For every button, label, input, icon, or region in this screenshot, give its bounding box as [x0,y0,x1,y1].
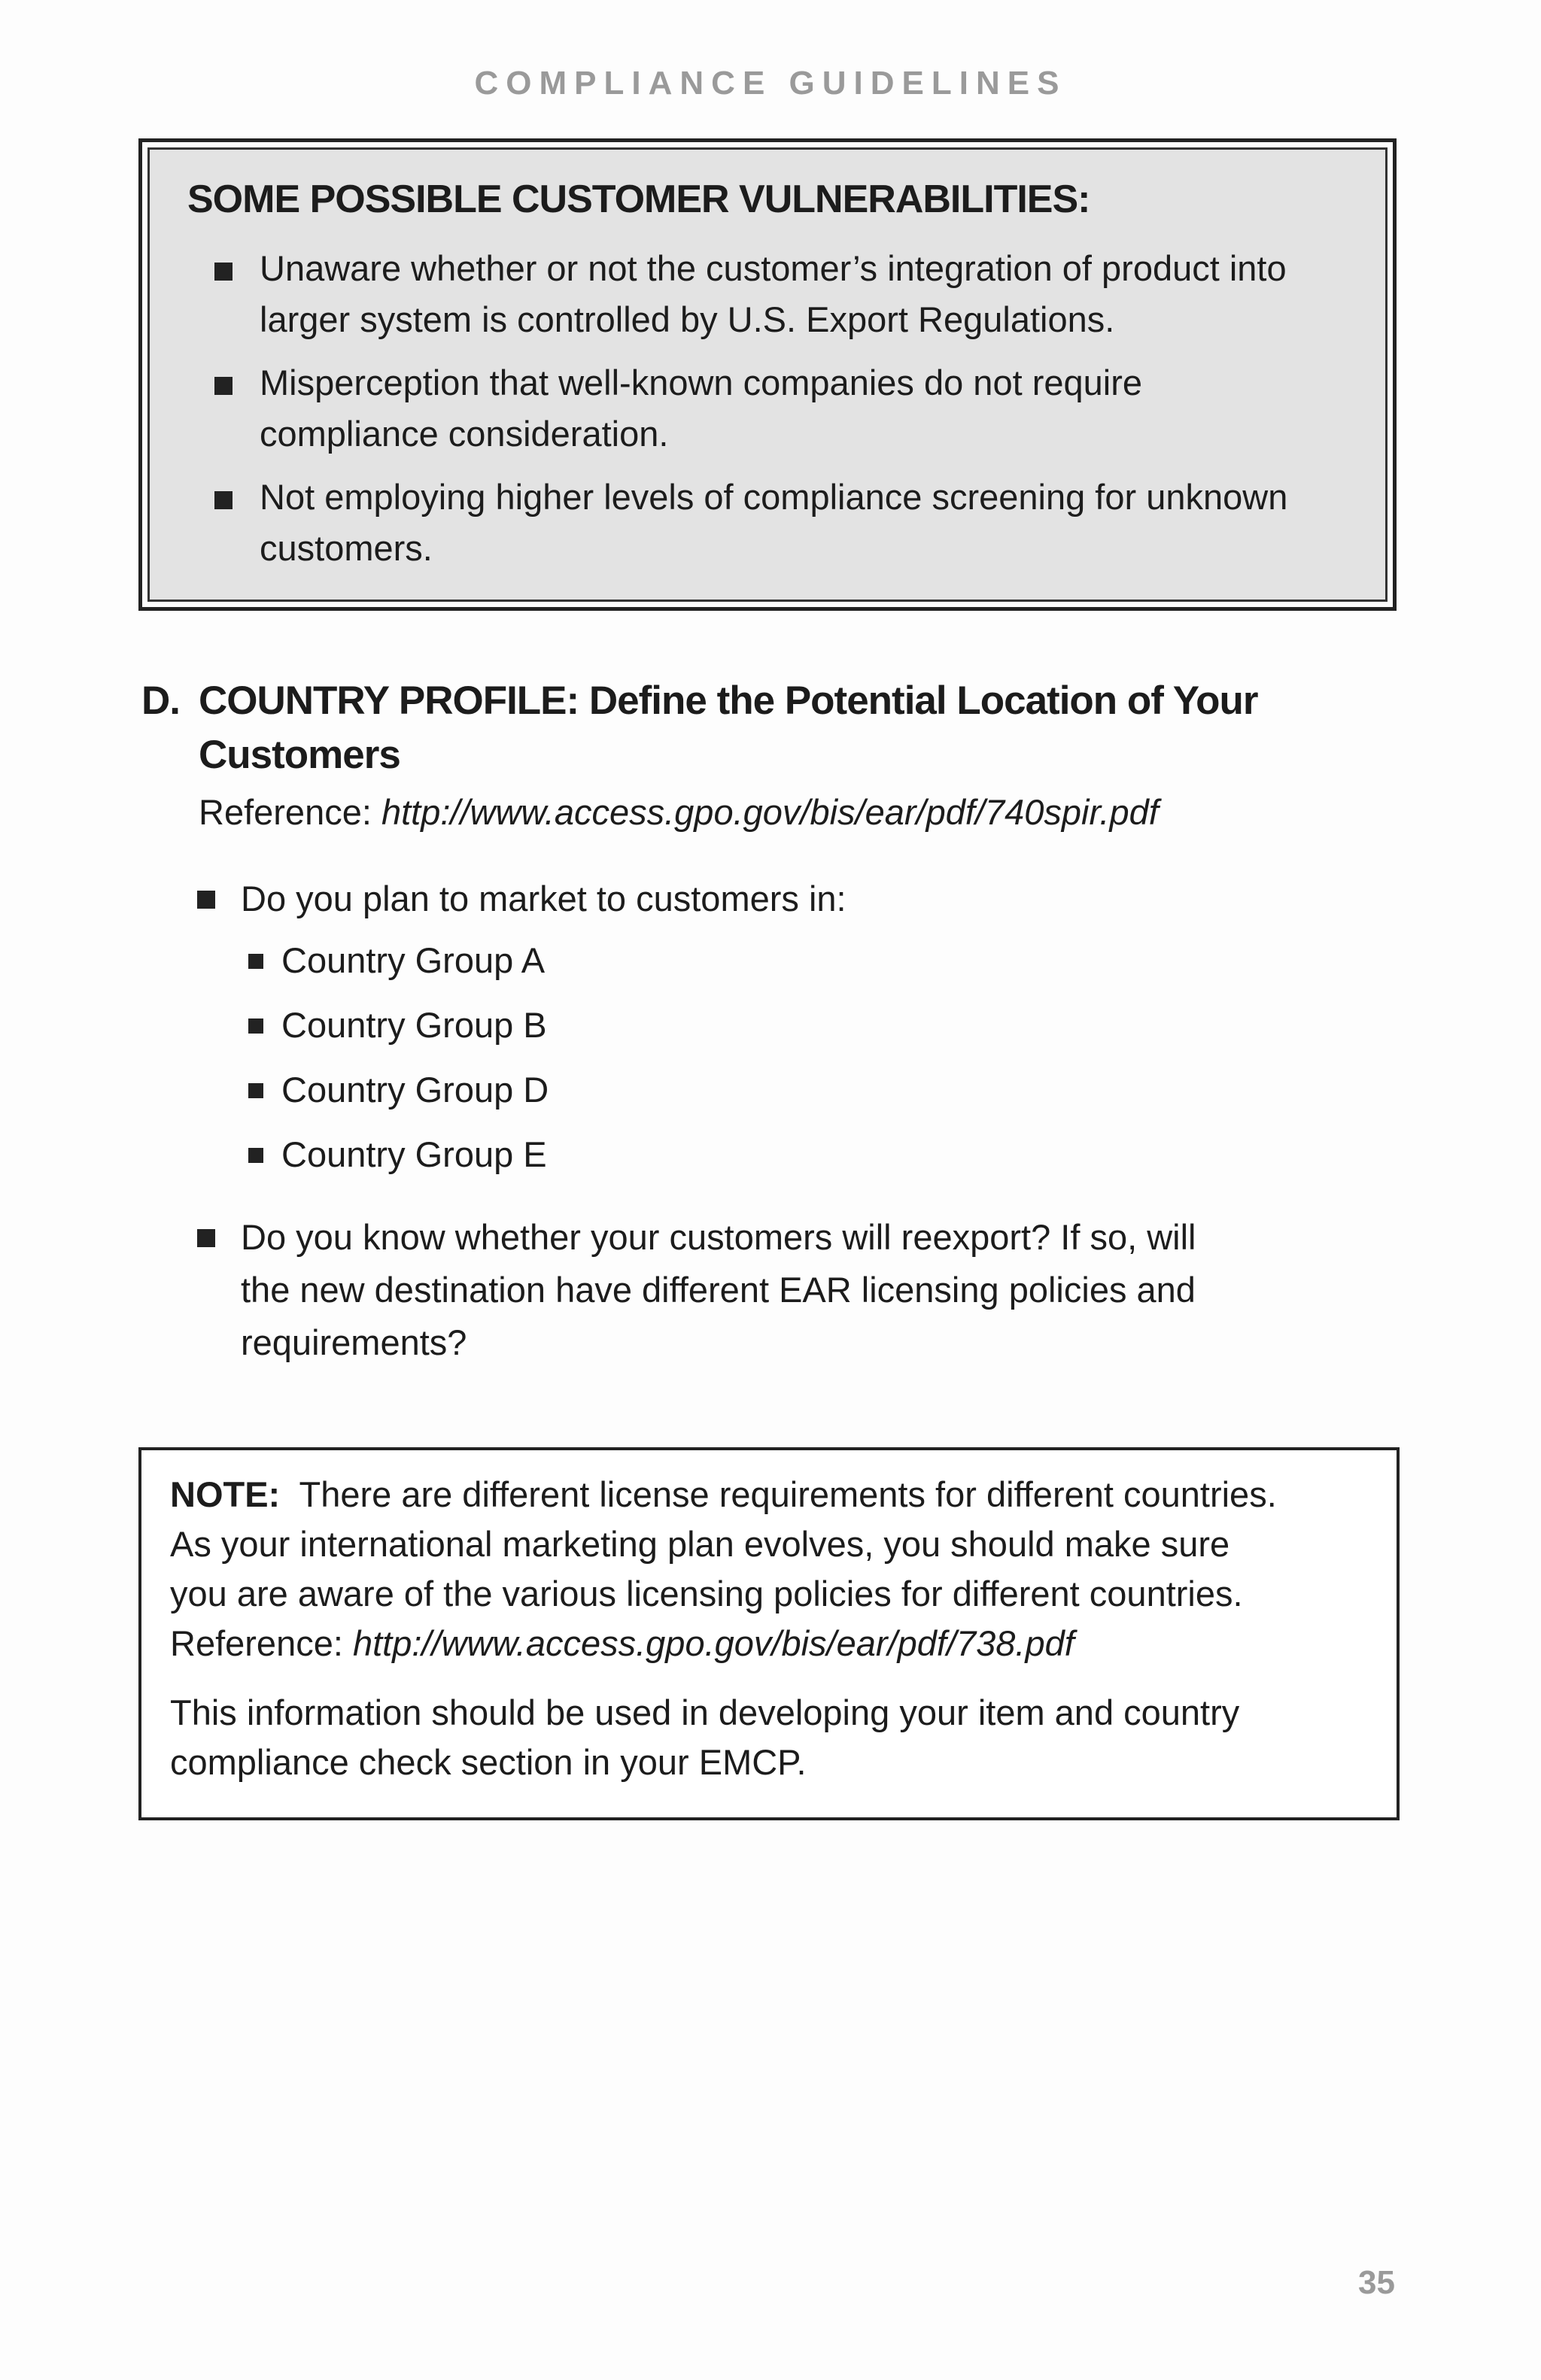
square-bullet-icon [248,1148,263,1163]
question-text-line: requirements? [241,1322,467,1362]
note-line: This information should be used in developing your item and country [170,1692,1240,1732]
note-paragraph [170,1470,1369,1668]
question-text-line: the new destination have different EAR licensing policies and [241,1270,1196,1310]
vulnerabilities-box [138,138,1397,611]
reference-link[interactable]: http://www.access.gpo.gov/bis/ear/pdf/738.pdf [352,1623,1074,1663]
square-bullet-icon [197,891,215,909]
square-bullet-icon [214,263,233,281]
reference-link[interactable]: http://www.access.gpo.gov/bis/ear/pdf/740spir.pdf [381,792,1159,832]
list-item-line: customers. [260,528,433,568]
country-group-item [241,1064,1315,1116]
list-item [187,243,1351,345]
country-group-label: Country Group B [281,1005,547,1045]
section-reference [141,785,1315,839]
country-group-label: Country Group A [281,940,546,980]
running-head: COMPLIANCE GUIDELINES [474,65,1067,102]
square-bullet-icon [214,491,233,509]
list-item-line: compliance consideration. [260,414,669,454]
note-paragraph [170,1688,1369,1787]
section-title-line: Customers [199,733,400,777]
square-bullet-icon [248,954,263,969]
country-group-label: Country Group E [281,1134,547,1174]
section-title-line: COUNTRY PROFILE: Define the Potential Location of Your [199,678,1258,723]
reference-label: Reference: [199,792,381,832]
vulnerabilities-heading: SOME POSSIBLE CUSTOMER VULNERABILITIES: [187,178,1090,221]
question-list [141,873,1315,1369]
question-item [141,873,1315,1181]
note-line: As your international marketing plan evolves, you should make sure [170,1524,1230,1564]
country-profile-section [141,674,1315,1369]
note-label: NOTE: [170,1474,281,1514]
note-line: There are different license requirements for different countries. [280,1474,1277,1514]
list-item-line: Misperception that well-known companies do not require [260,363,1143,402]
question-text-line: Do you know whether your customers will reexport? If so, will [241,1217,1196,1257]
page-number: 35 [1358,2264,1395,2301]
note-line: compliance check section in your EMCP. [170,1742,807,1782]
section-letter: D. [141,678,180,723]
list-item-line: Not employing higher levels of compliance screening for unknown [260,477,1288,517]
section-heading [141,674,1315,782]
note-line: you are aware of the various licensing policies for different countries. [170,1574,1243,1613]
note-box [138,1447,1400,1820]
list-item [187,357,1351,460]
country-group-label: Country Group D [281,1070,549,1110]
square-bullet-icon [214,377,233,395]
country-group-item [241,999,1315,1052]
vulnerabilities-list [187,243,1351,574]
list-item-line: Unaware whether or not the customer’s integration of product into [260,248,1287,288]
square-bullet-icon [248,1018,263,1034]
question-item [141,1211,1315,1369]
list-item [187,472,1351,574]
square-bullet-icon [248,1083,263,1098]
question-text: Do you plan to market to customers in: [241,879,846,918]
list-item-line: larger system is controlled by U.S. Export Regulations. [260,299,1115,339]
reference-label: Reference: [170,1623,353,1663]
square-bullet-icon [197,1229,215,1247]
country-group-item [241,1128,1315,1181]
country-group-item [241,934,1315,987]
vulnerabilities-box-inner [147,147,1388,602]
country-group-list [241,934,1315,1181]
